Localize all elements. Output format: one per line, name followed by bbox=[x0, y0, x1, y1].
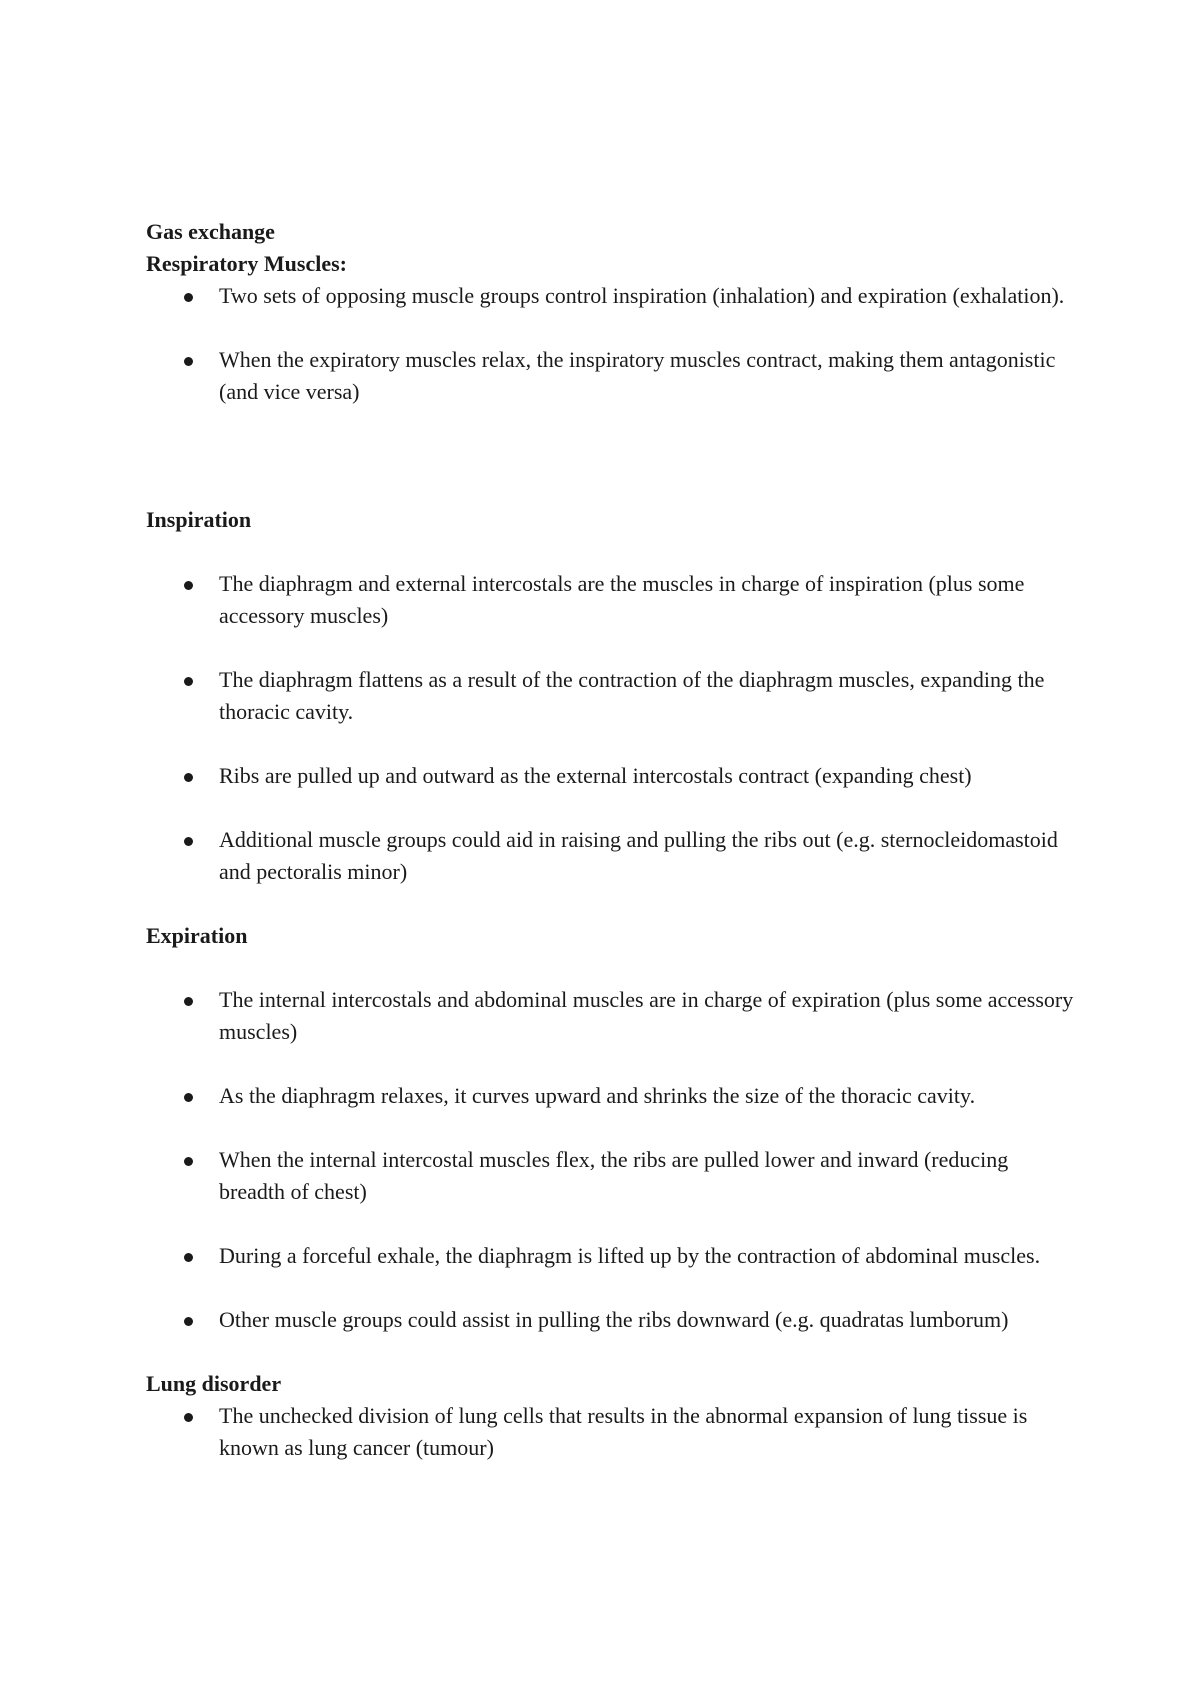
section-heading-inspiration: Inspiration bbox=[146, 507, 252, 532]
list-item bbox=[146, 1304, 1076, 1336]
bullet-icon bbox=[184, 1157, 193, 1166]
inspiration-list bbox=[146, 568, 1076, 888]
list-item-text: The internal intercostals and abdominal muscles are in charge of expiration (plus some accessory muscles) bbox=[219, 987, 1074, 1044]
list-item bbox=[146, 344, 1076, 408]
bullet-icon bbox=[184, 837, 193, 846]
section-heading-expiration: Expiration bbox=[146, 923, 248, 948]
list-item-text: The unchecked division of lung cells that results in the abnormal expansion of lung tissue is known as lung cancer (tumour) bbox=[219, 1403, 1028, 1460]
list-item-text: The diaphragm and external intercostals are the muscles in charge of inspiration (plus some accessory muscles) bbox=[219, 571, 1025, 628]
bullet-icon bbox=[184, 677, 193, 686]
bullet-icon bbox=[184, 773, 193, 782]
bullet-icon bbox=[184, 1413, 193, 1422]
list-item-text: When the internal intercostal muscles flex, the ribs are pulled lower and inward (reducing breadth of chest) bbox=[219, 1147, 1009, 1204]
document-body bbox=[146, 216, 1076, 1464]
respiratory-muscles-list bbox=[146, 280, 1076, 408]
bullet-icon bbox=[184, 1317, 193, 1326]
bullet-icon bbox=[184, 293, 193, 302]
list-item bbox=[146, 824, 1076, 888]
bullet-icon bbox=[184, 581, 193, 590]
list-item-text: Two sets of opposing muscle groups control inspiration (inhalation) and expiration (exhalation). bbox=[219, 283, 1065, 308]
document-title: Gas exchange bbox=[146, 219, 275, 244]
list-item-text: When the expiratory muscles relax, the inspiratory muscles contract, making them antagonistic (and vice versa) bbox=[219, 347, 1056, 404]
list-item bbox=[146, 664, 1076, 728]
bullet-icon bbox=[184, 357, 193, 366]
section-heading-lung-disorder: Lung disorder bbox=[146, 1371, 282, 1396]
list-item bbox=[146, 1144, 1076, 1208]
list-item-text: Additional muscle groups could aid in raising and pulling the ribs out (e.g. sternocleidomastoid and pectoralis minor) bbox=[219, 827, 1058, 884]
list-item bbox=[146, 568, 1076, 632]
list-item bbox=[146, 280, 1076, 312]
expiration-list bbox=[146, 984, 1076, 1336]
section-heading-respiratory-muscles: Respiratory Muscles: bbox=[146, 251, 348, 276]
list-item bbox=[146, 984, 1076, 1048]
bullet-icon bbox=[184, 1253, 193, 1262]
list-item-text: As the diaphragm relaxes, it curves upward and shrinks the size of the thoracic cavity. bbox=[219, 1083, 976, 1108]
list-item-text: During a forceful exhale, the diaphragm is lifted up by the contraction of abdominal muscles. bbox=[219, 1243, 1041, 1268]
list-item-text: Other muscle groups could assist in pulling the ribs downward (e.g. quadratas lumborum) bbox=[219, 1307, 1009, 1332]
list-item bbox=[146, 1400, 1076, 1464]
list-item-text: Ribs are pulled up and outward as the external intercostals contract (expanding chest) bbox=[219, 763, 972, 788]
list-item-text: The diaphragm flattens as a result of the contraction of the diaphragm muscles, expanding the thoracic cavity. bbox=[219, 667, 1045, 724]
list-item bbox=[146, 760, 1076, 792]
bullet-icon bbox=[184, 997, 193, 1006]
bullet-icon bbox=[184, 1093, 193, 1102]
list-item bbox=[146, 1240, 1076, 1272]
list-item bbox=[146, 1080, 1076, 1112]
lung-disorder-list bbox=[146, 1400, 1076, 1464]
